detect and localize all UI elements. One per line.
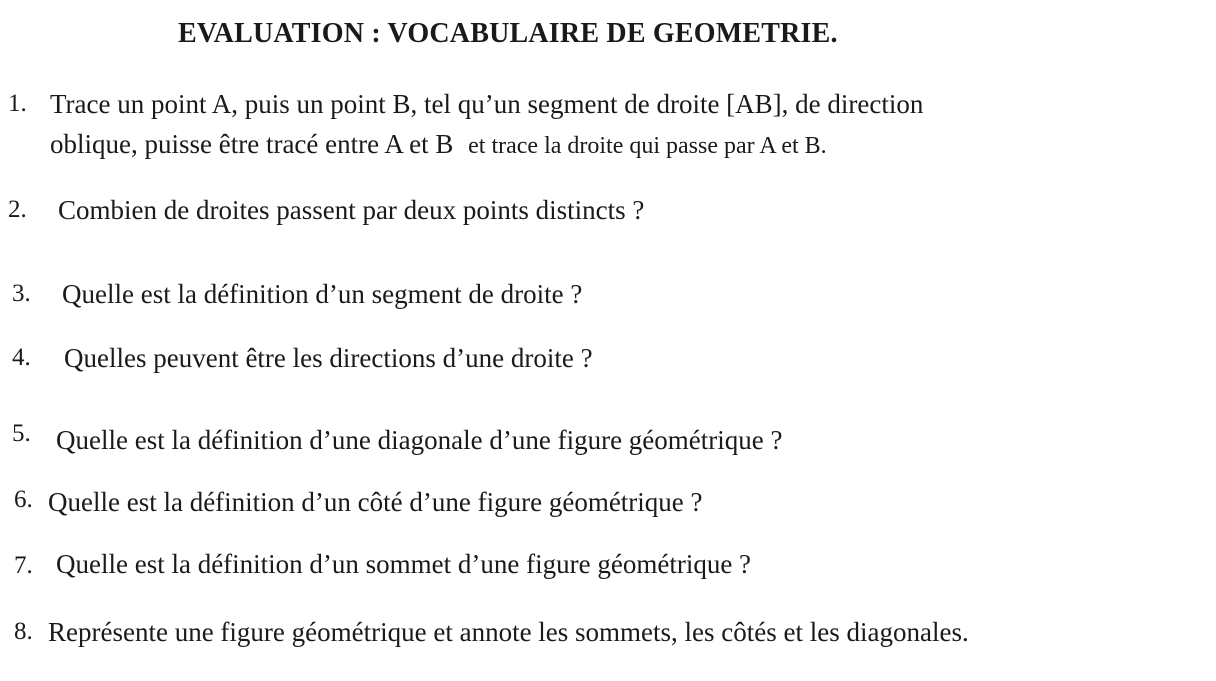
question-number: 8. xyxy=(14,618,33,645)
question-text: Quelle est la définition d’une diagonale d’une figure géométrique ? xyxy=(56,425,783,455)
question-text-part: oblique, puisse être tracé entre A et B xyxy=(50,129,454,159)
question-number: 6. xyxy=(14,486,33,513)
question-number: 7. xyxy=(14,552,33,579)
question-number: 3. xyxy=(12,280,31,307)
question-text: Trace un point A, puis un point B, tel qu’un segment de droite [AB], de direction xyxy=(50,89,924,119)
question-text: Représente une figure géométrique et annote les sommets, les côtés et les diagonales. xyxy=(48,617,969,647)
question-number: 5. xyxy=(12,420,31,447)
question-text: Quelle est la définition d’un segment de droite ? xyxy=(62,279,583,309)
page-title: EVALUATION : VOCABULAIRE DE GEOMETRIE. xyxy=(178,18,838,49)
question-text: Quelle est la définition d’un sommet d’une figure géométrique ? xyxy=(56,549,752,579)
question-text: Quelle est la définition d’un côté d’une figure géométrique ? xyxy=(48,487,703,517)
question-text-continuation xyxy=(50,124,827,166)
question-text: Combien de droites passent par deux points distincts ? xyxy=(58,195,645,225)
question-number: 2. xyxy=(8,196,27,223)
question-text: Quelles peuvent être les directions d’une droite ? xyxy=(64,343,593,373)
question-number: 4. xyxy=(12,344,31,371)
question-number: 1. xyxy=(8,90,27,117)
question-text-part: et trace la droite qui passe par A et B. xyxy=(468,133,827,159)
